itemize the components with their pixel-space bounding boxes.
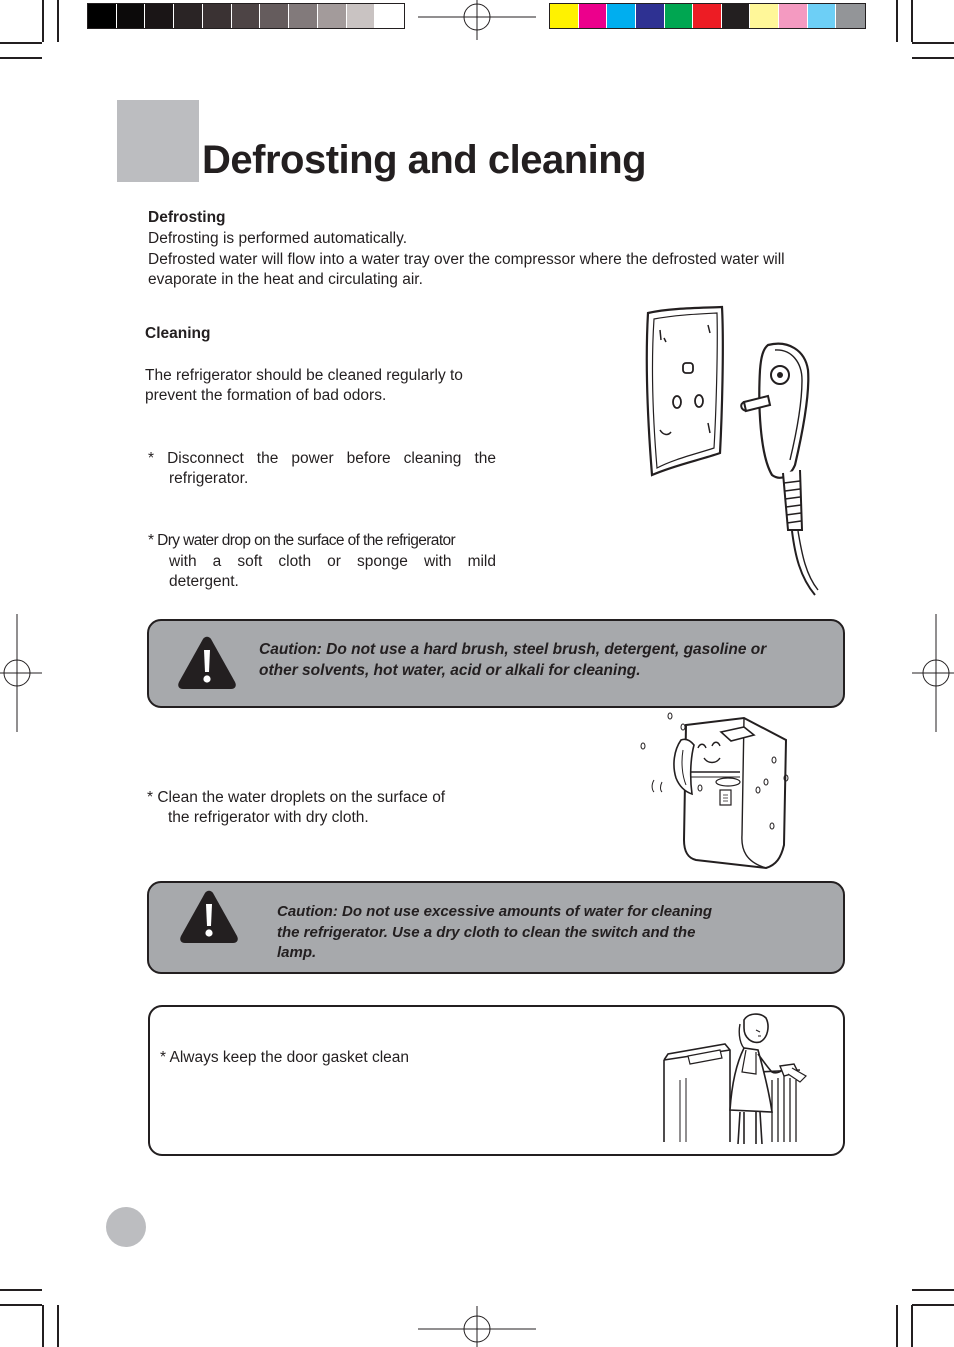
crop-mark: [911, 0, 913, 42]
color-swatch: [203, 4, 232, 28]
registration-target-icon: [418, 1306, 536, 1347]
crop-mark: [911, 1305, 913, 1347]
crop-mark: [57, 0, 59, 42]
cleaning-bullet-disconnect-cont: refrigerator.: [169, 470, 249, 487]
crop-mark: [0, 57, 42, 59]
defrosting-heading: Defrosting: [148, 209, 226, 226]
warning-icon: [179, 890, 239, 943]
page-title: Defrosting and cleaning: [202, 138, 647, 182]
defrosting-line: Defrosted water will flow into a water tray over the compressor where the defrosted water will: [148, 251, 785, 268]
socket-plug-illustration: [640, 305, 820, 597]
color-swatch: [117, 4, 146, 28]
crop-mark: [912, 57, 954, 59]
color-swatch: [260, 4, 289, 28]
crop-mark: [0, 1304, 42, 1306]
color-swatch: [636, 4, 665, 28]
cleaning-intro: The refrigerator should be cleaned regularly to: [145, 367, 463, 384]
caution-text: the refrigerator. Use a dry cloth to clean the switch and the: [277, 924, 696, 941]
crop-mark: [896, 1305, 898, 1347]
crop-mark: [912, 1304, 954, 1306]
color-swatch: [693, 4, 722, 28]
crop-mark: [42, 1305, 44, 1347]
color-swatch: [375, 4, 404, 28]
crop-mark: [896, 0, 898, 42]
title-accent-block: [117, 100, 199, 182]
caution-text: lamp.: [277, 944, 317, 961]
color-swatch: [174, 4, 203, 28]
droplets-bullet: * Clean the water droplets on the surface of: [147, 789, 446, 806]
color-swatch: [607, 4, 636, 28]
color-swatch: [232, 4, 261, 28]
crop-mark: [42, 0, 44, 42]
color-swatch: [289, 4, 318, 28]
cleaning-heading: Cleaning: [145, 325, 211, 342]
fridge-wiping-illustration: [636, 710, 796, 875]
color-swatch: [550, 4, 579, 28]
defrosting-line: Defrosting is performed automatically.: [148, 230, 408, 247]
registration-target-icon: [0, 614, 42, 732]
registration-target-icon: [418, 0, 536, 40]
warning-icon: [177, 636, 237, 689]
caution-text: Caution: Do not use excessive amounts of water for cleaning: [277, 903, 713, 920]
defrosting-line: evaporate in the heat and circulating air.: [148, 271, 423, 288]
cleaning-bullet-dry-cont: with a soft cloth or sponge with mild: [169, 553, 496, 570]
color-swatch-bar: [549, 3, 866, 29]
color-swatch: [722, 4, 751, 28]
color-swatch: [808, 4, 837, 28]
caution-text: other solvents, hot water, acid or alkali for cleaning.: [259, 662, 641, 679]
crop-mark: [912, 1289, 954, 1291]
gasket-tip: * Always keep the door gasket clean: [160, 1049, 410, 1066]
crop-mark: [912, 42, 954, 44]
page-number-circle: [106, 1207, 146, 1247]
cleaning-bullet-dry-cont: detergent.: [169, 573, 239, 590]
color-swatch: [145, 4, 174, 28]
gray-swatch-bar: [87, 3, 405, 29]
color-swatch: [779, 4, 808, 28]
woman-cleaning-gasket-illustration: [660, 1010, 810, 1148]
color-swatch: [347, 4, 376, 28]
color-swatch: [750, 4, 779, 28]
crop-mark: [0, 42, 42, 44]
cleaning-bullet-disconnect: * Disconnect the power before cleaning the: [148, 450, 496, 467]
color-swatch: [836, 4, 865, 28]
color-swatch: [579, 4, 608, 28]
caution-text: Caution: Do not use a hard brush, steel brush, detergent, gasoline or: [259, 641, 767, 658]
crop-mark: [57, 1305, 59, 1347]
cleaning-intro: prevent the formation of bad odors.: [145, 387, 387, 404]
droplets-bullet-cont: the refrigerator with dry cloth.: [168, 809, 369, 826]
color-swatch: [88, 4, 117, 28]
color-swatch: [665, 4, 694, 28]
crop-mark: [0, 1289, 42, 1291]
color-swatch: [318, 4, 347, 28]
cleaning-bullet-dry: * Dry water drop on the surface of the refrigerator: [148, 532, 456, 549]
registration-target-icon: [912, 614, 954, 732]
